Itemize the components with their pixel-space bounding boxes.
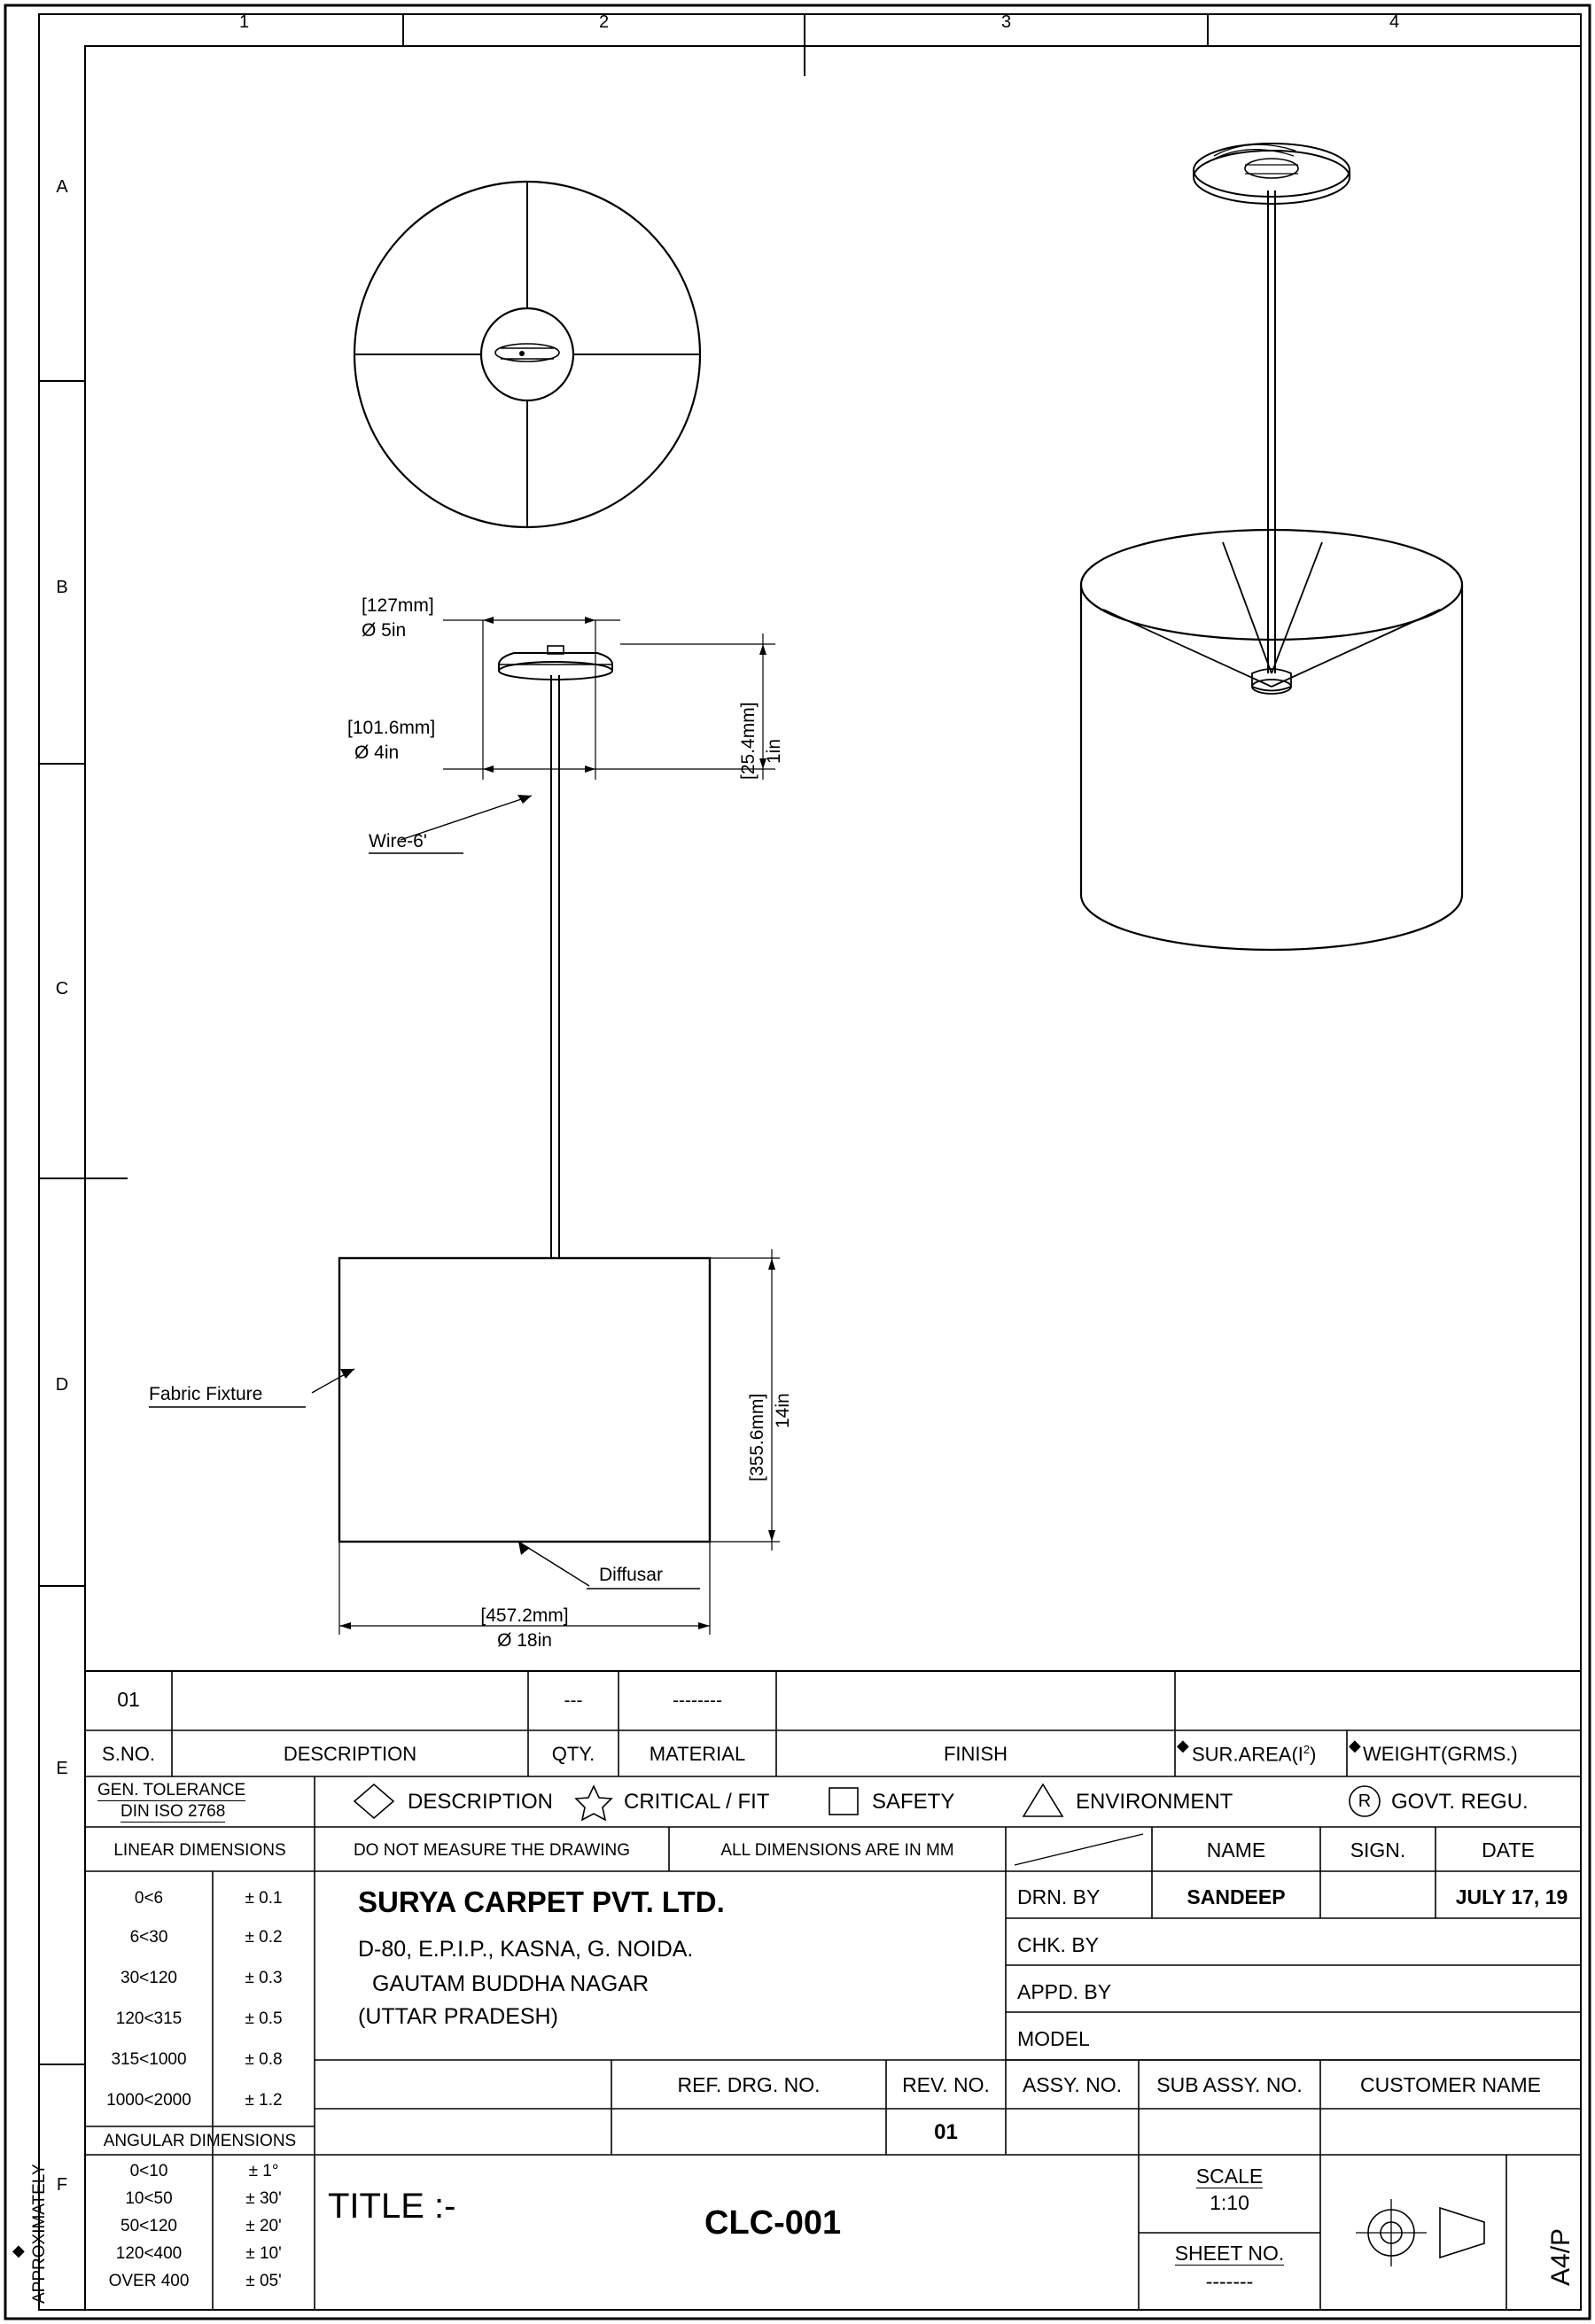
tol-angular-value-3: ± 10' <box>245 2244 282 2263</box>
date-header: DATE <box>1482 1838 1535 1862</box>
symbol-safety-label: SAFETY <box>872 1790 955 1814</box>
row-label-E: E <box>56 1759 68 1778</box>
sub-assy-no-header: SUB ASSY. NO. <box>1156 2073 1303 2096</box>
approval-label-drn-by: DRN. BY <box>1017 1885 1101 1908</box>
tol-linear-range-5: 1000<2000 <box>106 2091 191 2110</box>
row-label-C: C <box>55 979 69 999</box>
approval-label-appd-by: APPD. BY <box>1017 1980 1112 2003</box>
sign-header: SIGN. <box>1350 1838 1406 1862</box>
tol-linear-range-2: 30<120 <box>121 1969 177 1987</box>
tol-angular-value-1: ± 30' <box>245 2189 282 2208</box>
weight-diamond-icon: ◆ <box>1349 1737 1361 1754</box>
bom-material-value: -------- <box>673 1691 722 1711</box>
dim-shade-od-top-value: Ø 5in <box>362 620 407 641</box>
approval-label-chk-by: CHK. BY <box>1017 1933 1100 1956</box>
bom-header-qty: QTY. <box>551 1743 595 1765</box>
approval-name-drn-by: SANDEEP <box>1187 1885 1286 1908</box>
diamond-marker-icon: ◆ <box>12 2242 25 2259</box>
scale-label <box>1139 2165 1320 2188</box>
scale-label-text: SCALE <box>1195 2165 1264 2188</box>
tol-linear-range-0: 0<6 <box>134 1889 164 1908</box>
tol-angular-value-2: ± 20' <box>245 2217 282 2235</box>
tol-linear-value-4: ± 0.8 <box>245 2050 283 2069</box>
symbol-environment-label: ENVIRONMENT <box>1076 1790 1233 1814</box>
tol-angular-range-2: 50<120 <box>121 2217 177 2235</box>
sheet-no-value: ------- <box>1205 2270 1254 2293</box>
dim-shade-diameter-bracket: [457.2mm] <box>480 1605 569 1626</box>
row-label-B: B <box>56 578 68 597</box>
tol-angular-range-1: 10<50 <box>125 2189 173 2208</box>
title-value: CLC-001 <box>704 2204 842 2242</box>
company-address-2: GAUTAM BUDDHA NAGAR <box>372 1971 650 1996</box>
govt-regu-mark: R <box>1358 1792 1372 1811</box>
tol-angular-range-4: OVER 400 <box>108 2272 190 2290</box>
symbol-govt-regu-label: GOVT. REGU. <box>1391 1790 1529 1814</box>
bom-sno-value: 01 <box>117 1688 140 1711</box>
bom-header-finish: FINISH <box>943 1743 1008 1765</box>
dim-canopy-height-bracket: [25.4mm] <box>738 702 759 780</box>
company-address-1: D-80, E.P.I.P., KASNA, G. NOIDA. <box>358 1937 694 1962</box>
approximately-label: APPROXIMATELY <box>30 2164 49 2304</box>
dim-shade-diameter-value: Ø 18in <box>497 1630 552 1651</box>
row-label-A: A <box>56 177 68 197</box>
company-address-3: (UTTAR PRADESH) <box>358 2004 558 2029</box>
label-diffuser: Diffusar <box>599 1565 663 1585</box>
customer-name-header: CUSTOMER NAME <box>1359 2073 1542 2096</box>
row-label-F: F <box>56 2175 68 2195</box>
label-wire-length: Wire-6' <box>369 831 427 851</box>
bom-qty-value: --- <box>564 1691 583 1711</box>
dim-shade-height-value: 14in <box>773 1393 793 1428</box>
label-fabric-fixture: Fabric Fixture <box>149 1384 263 1404</box>
surarea-close: ) <box>1310 1743 1317 1766</box>
ref-drg-no-header: REF. DRG. NO. <box>677 2073 821 2096</box>
paper-size-label: A4/P <box>1546 2227 1576 2286</box>
dim-shade-height-bracket: [355.6mm] <box>747 1393 767 1481</box>
bom-header-surarea <box>1192 1743 1316 1766</box>
dim-canopy-od-bracket: [101.6mm] <box>347 718 436 738</box>
row-label-D: D <box>55 1375 69 1395</box>
tol-linear-range-4: 315<1000 <box>111 2050 187 2069</box>
tol-linear-value-5: ± 1.2 <box>245 2091 283 2110</box>
company-name: SURYA CARPET PVT. LTD. <box>358 1885 725 1918</box>
bom-header-material: MATERIAL <box>649 1743 746 1765</box>
din-iso-label: DIN ISO 2768 <box>121 1802 226 1821</box>
tol-angular-range-3: 120<400 <box>115 2244 183 2263</box>
tol-angular-range-0: 0<10 <box>129 2162 168 2180</box>
tol-angular-value-0: ± 1° <box>248 2162 279 2180</box>
tol-linear-value-1: ± 0.2 <box>245 1928 283 1947</box>
column-label-1: 1 <box>238 12 250 32</box>
rev-no-value: 01 <box>934 2120 958 2144</box>
scale-value: 1:10 <box>1210 2191 1249 2214</box>
bom-header-weight: WEIGHT(GRMS.) <box>1363 1743 1518 1765</box>
column-label-4: 4 <box>1389 12 1400 32</box>
bom-header-sno: S.NO. <box>102 1743 155 1765</box>
sheet-no-label <box>1139 2242 1320 2266</box>
surarea-text: SUR.AREA(I <box>1192 1743 1303 1766</box>
tol-angular-value-4: ± 05' <box>245 2272 282 2290</box>
all-dimensions-mm-label: ALL DIMENSIONS ARE IN MM <box>720 1841 954 1860</box>
tol-linear-range-3: 120<315 <box>115 2009 183 2028</box>
tol-linear-range-1: 6<30 <box>129 1928 168 1947</box>
tol-linear-value-2: ± 0.3 <box>245 1969 283 1987</box>
do-not-measure-label: DO NOT MEASURE THE DRAWING <box>353 1841 631 1860</box>
assy-no-header: ASSY. NO. <box>1022 2073 1123 2096</box>
symbol-description-label: DESCRIPTION <box>408 1790 554 1814</box>
tol-linear-value-0: ± 0.1 <box>245 1889 283 1908</box>
bom-header-description: DESCRIPTION <box>283 1743 417 1765</box>
rev-no-header: REV. NO. <box>902 2073 990 2096</box>
gen-tolerance-label: GEN. TOLERANCE <box>97 1781 246 1799</box>
approval-date-drn-by: JULY 17, 19 <box>1455 1885 1568 1908</box>
dim-canopy-height-value: 1in <box>764 738 784 764</box>
name-header: NAME <box>1206 1838 1266 1862</box>
tol-linear-value-3: ± 0.5 <box>245 2009 283 2028</box>
approval-label-model: MODEL <box>1017 2027 1090 2050</box>
surarea-superscript: 2 <box>1303 1743 1311 1756</box>
column-label-2: 2 <box>598 12 610 32</box>
angular-dimensions-header: ANGULAR DIMENSIONS <box>103 2132 297 2150</box>
column-label-3: 3 <box>1000 12 1012 32</box>
surarea-diamond-icon: ◆ <box>1177 1737 1189 1754</box>
linear-dimensions-label: LINEAR DIMENSIONS <box>113 1841 286 1860</box>
title-label: TITLE :- <box>328 2187 456 2226</box>
sheet-no-label-text: SHEET NO. <box>1174 2242 1285 2265</box>
symbol-critical-fit-label: CRITICAL / FIT <box>624 1790 770 1814</box>
dim-shade-od-top-bracket: [127mm] <box>362 595 434 616</box>
dim-canopy-od-value: Ø 4in <box>354 742 400 763</box>
